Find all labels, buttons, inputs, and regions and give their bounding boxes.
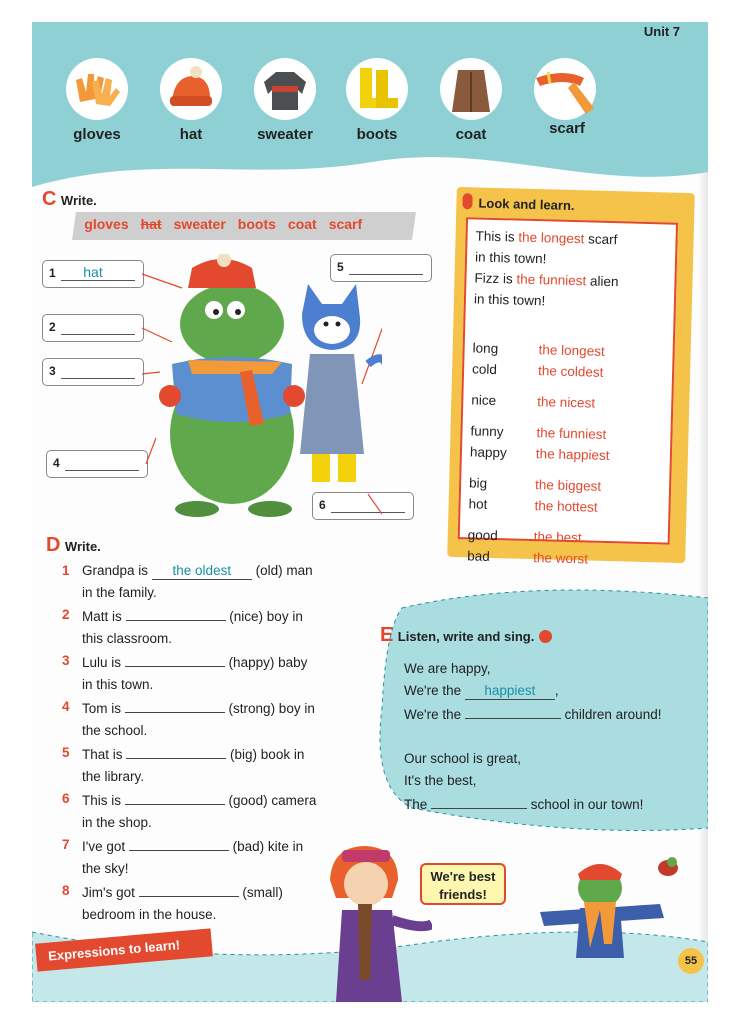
exercise-item: 7 I've got (bad) kite in the sky! <box>62 834 362 880</box>
lyric-line: Our school is great, <box>404 751 522 766</box>
sweater-icon <box>254 58 316 120</box>
answer-blank[interactable] <box>139 880 239 897</box>
item-continuation: this classroom. <box>82 631 173 646</box>
section-d-title: Write. <box>64 539 101 554</box>
answer-blank[interactable] <box>125 788 225 805</box>
adjective: hot <box>468 496 488 512</box>
item-hint: (old) man <box>255 563 313 578</box>
vocab-label-coat: coat <box>455 126 487 143</box>
lyric-line: school in our town! <box>530 797 644 812</box>
label-number: 2 <box>49 320 56 334</box>
speech-text: friends! <box>439 887 487 902</box>
dino-and-bird-illustration <box>520 848 690 968</box>
lyric-line: We're the <box>404 683 462 698</box>
adjective: good <box>467 527 499 544</box>
label-number: 3 <box>49 364 56 378</box>
item-hint: (big) book in <box>230 747 305 762</box>
audio-icon[interactable] <box>539 630 552 643</box>
word-bank-item: scarf <box>328 216 363 232</box>
item-continuation: in this town. <box>82 677 154 692</box>
word-bank-item: hat <box>140 216 162 232</box>
song-blank-2[interactable] <box>465 702 561 719</box>
item-prefix: Tom is <box>82 701 122 716</box>
item-continuation: in the shop. <box>82 815 152 830</box>
lyric-punct: , <box>554 683 559 698</box>
exercise-item: 5 That is (big) book in the library. <box>62 742 362 788</box>
superlative-ending: est <box>579 499 598 515</box>
superlative-ending: est <box>582 478 602 494</box>
item-continuation: in the family. <box>82 585 157 600</box>
learn-highlight: the funniest <box>516 271 587 289</box>
superlative-ending: est <box>588 426 607 442</box>
exercise-item: 6 This is (good) camera in the shop. <box>62 788 362 834</box>
hat-icon <box>160 58 222 120</box>
item-continuation: bedroom in the house. <box>82 907 217 922</box>
learn-sentence-part: This is <box>475 228 519 245</box>
superlative-ending: est <box>591 447 610 464</box>
learn-sentence-part: Fizz is <box>474 270 517 287</box>
section-d-heading <box>46 534 101 557</box>
label-number: 5 <box>337 260 344 274</box>
word-bank-item: sweater <box>173 216 226 232</box>
lyric-line: We are happy, <box>404 661 491 676</box>
learn-sentence-part: alien <box>586 273 619 290</box>
section-e-title: Listen, write and sing. <box>397 629 535 644</box>
word-bank <box>72 212 416 240</box>
item-hint: (strong) boy in <box>228 701 315 716</box>
superlative: the cold <box>537 363 586 380</box>
answer-blank[interactable] <box>129 834 229 851</box>
vocab-label-gloves: gloves <box>73 126 121 143</box>
section-c-letter: C <box>42 188 57 210</box>
adjective: bad <box>467 548 490 564</box>
item-prefix: Jim's got <box>82 885 135 900</box>
label-answer: hat <box>83 264 103 280</box>
song-blank-1[interactable]: happiest <box>465 683 555 700</box>
label-box-1[interactable] <box>42 260 144 288</box>
look-and-learn-title: Look and learn. <box>478 195 575 214</box>
answer-blank[interactable] <box>125 696 225 713</box>
pin-icon <box>462 193 472 209</box>
speech-bubble <box>420 863 506 905</box>
scarf-icon <box>534 58 596 120</box>
label-box-2[interactable] <box>42 314 144 342</box>
superlative-table <box>467 337 613 570</box>
item-hint: (happy) baby <box>228 655 308 670</box>
answer-blank[interactable]: the oldest <box>152 563 252 580</box>
superlative: the hott <box>534 498 580 515</box>
gloves-icon <box>66 58 128 120</box>
item-prefix: Matt is <box>82 609 122 624</box>
adjective: nice <box>471 392 497 409</box>
speech-text: We're best <box>430 869 496 884</box>
section-c-title: Write. <box>60 193 97 208</box>
word-bank-item: gloves <box>84 216 129 232</box>
superlative-ending: st <box>584 395 596 411</box>
section-e-heading <box>380 624 552 647</box>
section-c-heading <box>42 188 97 211</box>
coat-icon <box>440 58 502 120</box>
lyric-line: It's the best, <box>404 773 477 788</box>
characters-illustration <box>132 254 382 524</box>
answer-blank[interactable] <box>126 742 226 759</box>
item-hint: (bad) kite in <box>232 839 304 854</box>
adjective: long <box>472 340 499 357</box>
adjective: cold <box>471 361 498 378</box>
word-bank-item: boots <box>237 216 276 232</box>
look-and-learn-box <box>447 187 695 567</box>
vocab-label-scarf: scarf <box>549 120 585 137</box>
item-prefix: That is <box>82 747 123 762</box>
adjective: funny <box>470 423 504 440</box>
label-number: 4 <box>53 456 60 470</box>
superlative: the best <box>533 529 582 546</box>
superlative: the long <box>538 342 587 359</box>
word-bank-item: coat <box>287 216 317 232</box>
item-prefix: Lulu is <box>82 655 122 670</box>
vocab-label-hat: hat <box>179 126 203 143</box>
superlative-ending: est <box>586 343 605 359</box>
item-prefix: This is <box>82 793 122 808</box>
superlative-ending: est <box>585 364 604 380</box>
answer-blank[interactable] <box>126 604 226 621</box>
adjective: happy <box>469 444 507 461</box>
superlative: the nice <box>537 394 585 411</box>
vocab-label-boots: boots <box>356 126 398 143</box>
superlative: the happi <box>535 446 592 463</box>
vocab-label-sweater: sweater <box>257 126 313 143</box>
unit-label: Unit 7 <box>643 24 680 39</box>
learn-sentence-part: in this town! <box>473 291 546 309</box>
label-number: 1 <box>49 266 56 280</box>
song-blank-3[interactable] <box>431 792 527 809</box>
learn-sentence-part: scarf <box>584 231 618 248</box>
item-hint: (small) <box>242 885 283 900</box>
boots-icon <box>346 58 408 120</box>
workbook-page <box>32 22 708 1002</box>
section-d-letter: D <box>46 534 61 556</box>
label-box-3[interactable] <box>42 358 144 386</box>
label-number: 6 <box>319 498 326 512</box>
girl-illustration <box>312 840 432 1002</box>
learn-sentence-part: in this town! <box>474 249 547 267</box>
item-hint: (nice) boy in <box>229 609 303 624</box>
item-continuation: the school. <box>82 723 148 738</box>
section-e-letter: E <box>380 624 394 646</box>
superlative: the worst <box>533 550 589 567</box>
lyric-line: We're the <box>404 707 462 722</box>
lyric-line: The <box>404 797 428 812</box>
expressions-banner: Expressions to learn! <box>35 928 213 971</box>
item-prefix: Grandpa is <box>82 563 149 578</box>
page-number: 55 <box>678 948 704 974</box>
item-prefix: I've got <box>82 839 126 854</box>
item-continuation: the sky! <box>82 861 129 876</box>
learn-highlight: the longest <box>518 229 585 247</box>
answer-blank[interactable] <box>125 650 225 667</box>
item-hint: (good) camera <box>228 793 317 808</box>
lyric-line: children around! <box>564 707 662 722</box>
exercise-item: 3 Lulu is (happy) baby in this town. <box>62 650 362 696</box>
exercise-item: 8 Jim's got (small) bedroom in the house. <box>62 880 362 926</box>
superlative: the bigg <box>534 477 584 494</box>
exercise-item: 4 Tom is (strong) boy in the school. <box>62 696 362 742</box>
superlative: the funni <box>536 425 589 442</box>
exercise-item: 2 Matt is (nice) boy in this classroom. <box>62 604 362 650</box>
adjective: big <box>468 475 488 491</box>
item-continuation: the library. <box>82 769 145 784</box>
exercise-item: 1 Grandpa is the oldest (old) man in the family. <box>62 563 313 600</box>
song-lyrics <box>404 658 661 816</box>
